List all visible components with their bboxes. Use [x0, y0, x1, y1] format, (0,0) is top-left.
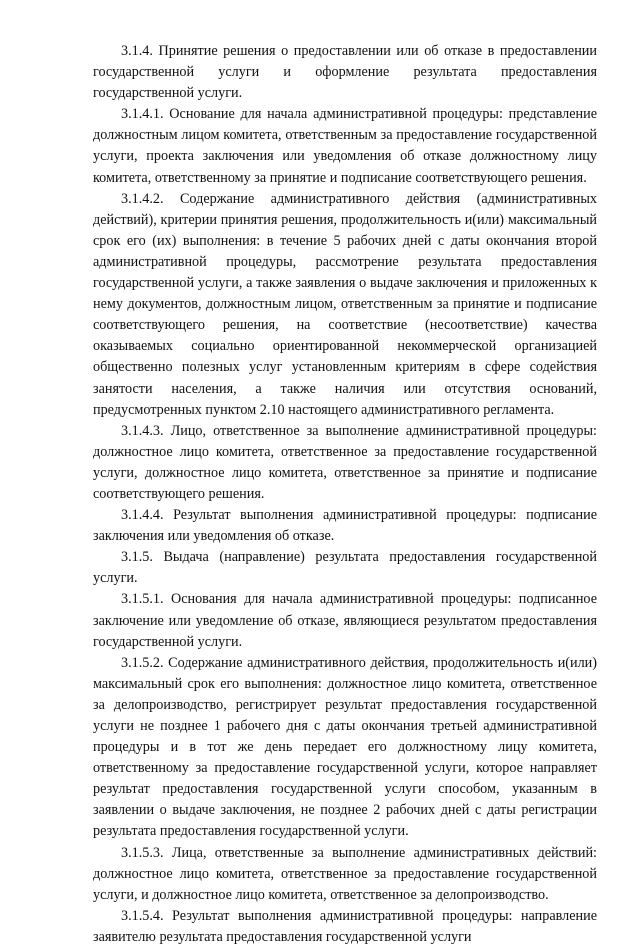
paragraph-3-1-4-3: 3.1.4.3. Лицо, ответственное за выполнение административной процедуры: должностное лицо комитета, ответственное за предоставление государственной услуги, должностное лицо комитета, ответственное за принятие и подписание соответствующего решения. — [93, 422, 597, 502]
paragraph-3-1-4-2: 3.1.4.2. Содержание административного действия (административных действий), критерии принятия решения, продолжительность и(или) максимальный срок его (их) выполнения: в течение 5 рабочих дней с даты окончания второй административной процедуры, рассмотрение результата предоставления государственной услуги, а также заявления о выдаче заключения и приложенных к нему документов, должностным лицом, ответственным за принятие и подписание соответствующего решения, на соответствие (несоответствие) качества оказываемых социально ориентированной некоммерческой организацией общественно полезных услуг установленным критериям в сфере содействия занятости населения, а также наличия или отсутствия оснований, предусмотренных пунктом 2.10 настоящего административного регламента. — [93, 190, 597, 418]
paragraph-3-1-4-4: 3.1.4.4. Результат выполнения административной процедуры: подписание заключения или уведомления об отказе. — [93, 507, 597, 545]
document-body — [93, 41, 597, 948]
paragraph-3-1-4: 3.1.4. Принятие решения о предоставлении или об отказе в предоставлении государственной услуги и оформление результата предоставления государственной услуги. — [93, 43, 597, 102]
paragraph-3-1-5-2: 3.1.5.2. Содержание административного действия, продолжительность и(или) максимальный срок его выполнения: должностное лицо комитета, ответственное за делопроизводство, регистрирует результат предоставления государственной услуги не позднее 1 рабочего дня с даты окончания третьей административной процедуры и в тот же день передает его должностному лицу комитета, ответственному за предоставление государственной услуги, которое направляет результат предоставления государственной услуги способом, указанным в заявлении о выдаче заключения, не позднее 2 рабочих дней с даты регистрации результата предоставления государственной услуги. — [93, 654, 597, 840]
paragraph-3-1-5-3: 3.1.5.3. Лица, ответственные за выполнение административных действий: должностное лицо комитета, ответственное за предоставление государственной услуги, и должностное лицо комитета, ответственное за делопроизводство. — [93, 844, 597, 903]
paragraph-3-1-4-1: 3.1.4.1. Основание для начала административной процедуры: представление должностным лицом комитета, ответственным за предоставление государственной услуги, проекта заключения или уведомления об отказе должностному лицу комитета, ответственному за принятие и подписание соответствующего решения. — [93, 106, 597, 186]
paragraph-3-1-5-1: 3.1.5.1. Основания для начала административной процедуры: подписанное заключение или уведомление об отказе, являющиеся результатом предоставления государственной услуги. — [93, 591, 597, 650]
paragraph-3-1-5-4: 3.1.5.4. Результат выполнения административной процедуры: направление заявителю результата предоставления государственной услуги — [93, 907, 597, 945]
paragraph-3-1-5: 3.1.5. Выдача (направление) результата предоставления государственной услуги. — [93, 549, 597, 587]
